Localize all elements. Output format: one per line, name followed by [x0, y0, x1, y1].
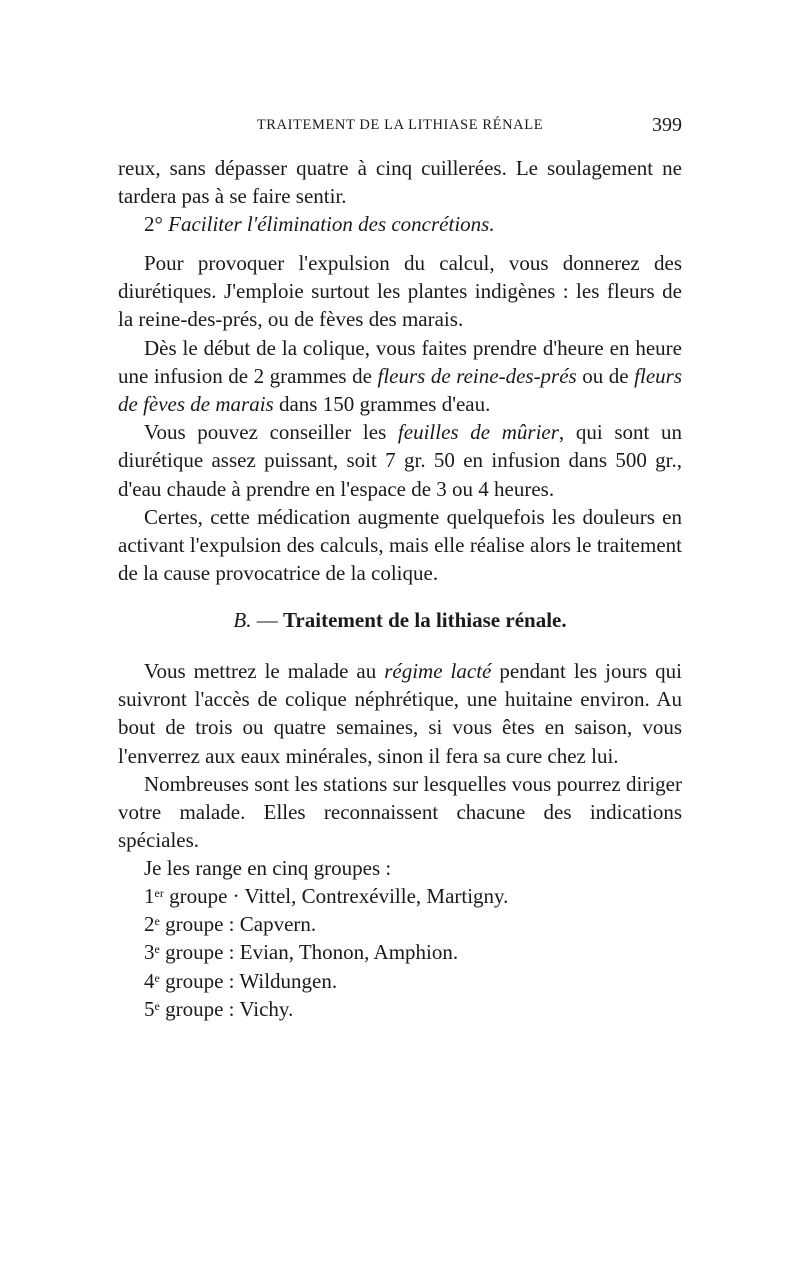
paragraph-infusion — [118, 334, 682, 419]
group-separator: : — [223, 940, 240, 965]
group-number: 5 — [144, 996, 155, 1021]
paragraph-regime — [118, 657, 682, 770]
group-separator: : — [223, 968, 240, 993]
group-stations: Wildungen. — [239, 968, 338, 993]
paragraph-stations: Nombreuses sont les stations sur lesquelles vous pourrez diriger votre malade. Elles reconnaissent chacune des indications spéciales. — [118, 771, 682, 853]
subheading-number: 2° — [144, 212, 163, 237]
italic-regime-lacte: régime lacté — [384, 659, 492, 683]
group-line-4 — [144, 967, 684, 995]
text-block-diuretics — [118, 249, 682, 587]
group-ordinal: er — [154, 886, 164, 900]
group-word: groupe — [165, 996, 224, 1021]
group-ordinal: e — [154, 914, 160, 929]
subheading-text: Faciliter l'élimination des concrétions. — [168, 212, 495, 237]
group-number: 4 — [144, 968, 155, 993]
paragraph-medication: Certes, cette médication augmente quelquefois les douleurs en activant l'expulsion des calculs, mais elle réalise alors le traitement de la cause provocatrice de la colique. — [118, 504, 682, 586]
paragraph-continuation: reux, sans dépasser quatre à cinq cuillerées. Le soulagement ne tardera pas à se faire sentir. — [118, 156, 682, 209]
group-line-2 — [144, 910, 684, 938]
group-separator: : — [223, 912, 240, 937]
group-word: groupe — [165, 968, 224, 993]
paragraph-infusion-text-2: ou de — [576, 363, 635, 388]
section-letter: B. — [233, 608, 252, 632]
group-separator: : — [223, 996, 240, 1021]
italic-feuilles-murier: feuilles de mûrier — [397, 420, 559, 445]
section-heading — [118, 608, 682, 633]
paragraph-regime-text: Vous mettrez le malade au — [144, 659, 385, 683]
page-number: 399 — [652, 114, 682, 136]
group-separator: · — [227, 884, 245, 908]
subheading-2 — [118, 210, 682, 238]
italic-fleurs-feves: fleurs de fèves de marais — [118, 363, 683, 417]
group-line-3 — [144, 938, 684, 966]
page-header — [118, 114, 682, 138]
section-dash: — — [251, 608, 283, 632]
group-word: groupe — [165, 912, 224, 937]
group-ordinal: e — [154, 998, 160, 1013]
paragraph-murier — [118, 418, 682, 503]
paragraph-diuretics: Pour provoquer l'expulsion du calcul, vous donnerez des diurétiques. J'emploie surtout les plantes indigènes : les fleurs de la reine-des-prés, ou de fèves des marais. — [118, 251, 682, 332]
paragraph-murier-text: Vous pouvez conseiller les — [144, 420, 398, 445]
group-number: 1 — [144, 884, 155, 908]
text-block-top — [118, 154, 682, 239]
group-ordinal: e — [154, 970, 160, 985]
group-stations: Vichy. — [239, 996, 294, 1021]
group-stations: Vittel, Contrexéville, Martigny. — [244, 884, 509, 908]
group-number: 3 — [144, 940, 155, 965]
section-title: Traitement de la lithiase rénale. — [282, 608, 567, 632]
group-line-1 — [144, 882, 684, 910]
group-number: 2 — [144, 912, 155, 937]
paragraph-murier-text-2: , qui sont un diurétique assez puissant, soit 7 gr. 50 en infusion dans 500 gr., d'eau chaude à prendre en l'espace de 3 ou 4 heures. — [118, 420, 683, 501]
group-word: groupe — [165, 940, 224, 965]
group-word: groupe — [169, 884, 228, 908]
text-block-section — [118, 657, 682, 883]
group-ordinal: e — [154, 942, 160, 957]
paragraph-infusion-text-3: dans 150 grammes d'eau. — [273, 392, 491, 417]
group-stations: Evian, Thonon, Amphion. — [239, 940, 459, 965]
paragraph-infusion-text: Dès le début de la colique, vous faites prendre d'heure en heure une infusion de 2 grammes de — [118, 335, 682, 388]
italic-fleurs-reine: fleurs de reine-des-prés — [377, 363, 577, 388]
paragraph-groups-intro: Je les range en cinq groupes : — [144, 856, 392, 881]
group-stations: Capvern. — [239, 912, 317, 937]
group-line-5 — [144, 995, 684, 1023]
running-title: TRAITEMENT DE LA LITHIASE RÉNALE — [256, 117, 544, 133]
paragraph-regime-text-2: pendant les jours qui suivront l'accès de colique néphrétique, une huitaine environ. Au bout de trois ou quatre semaines, si vous êtes en saison, vous l'enverrez aux eaux minérales, sinon il fera sa cure chez lui. — [118, 659, 683, 768]
groups-list — [144, 882, 684, 1023]
